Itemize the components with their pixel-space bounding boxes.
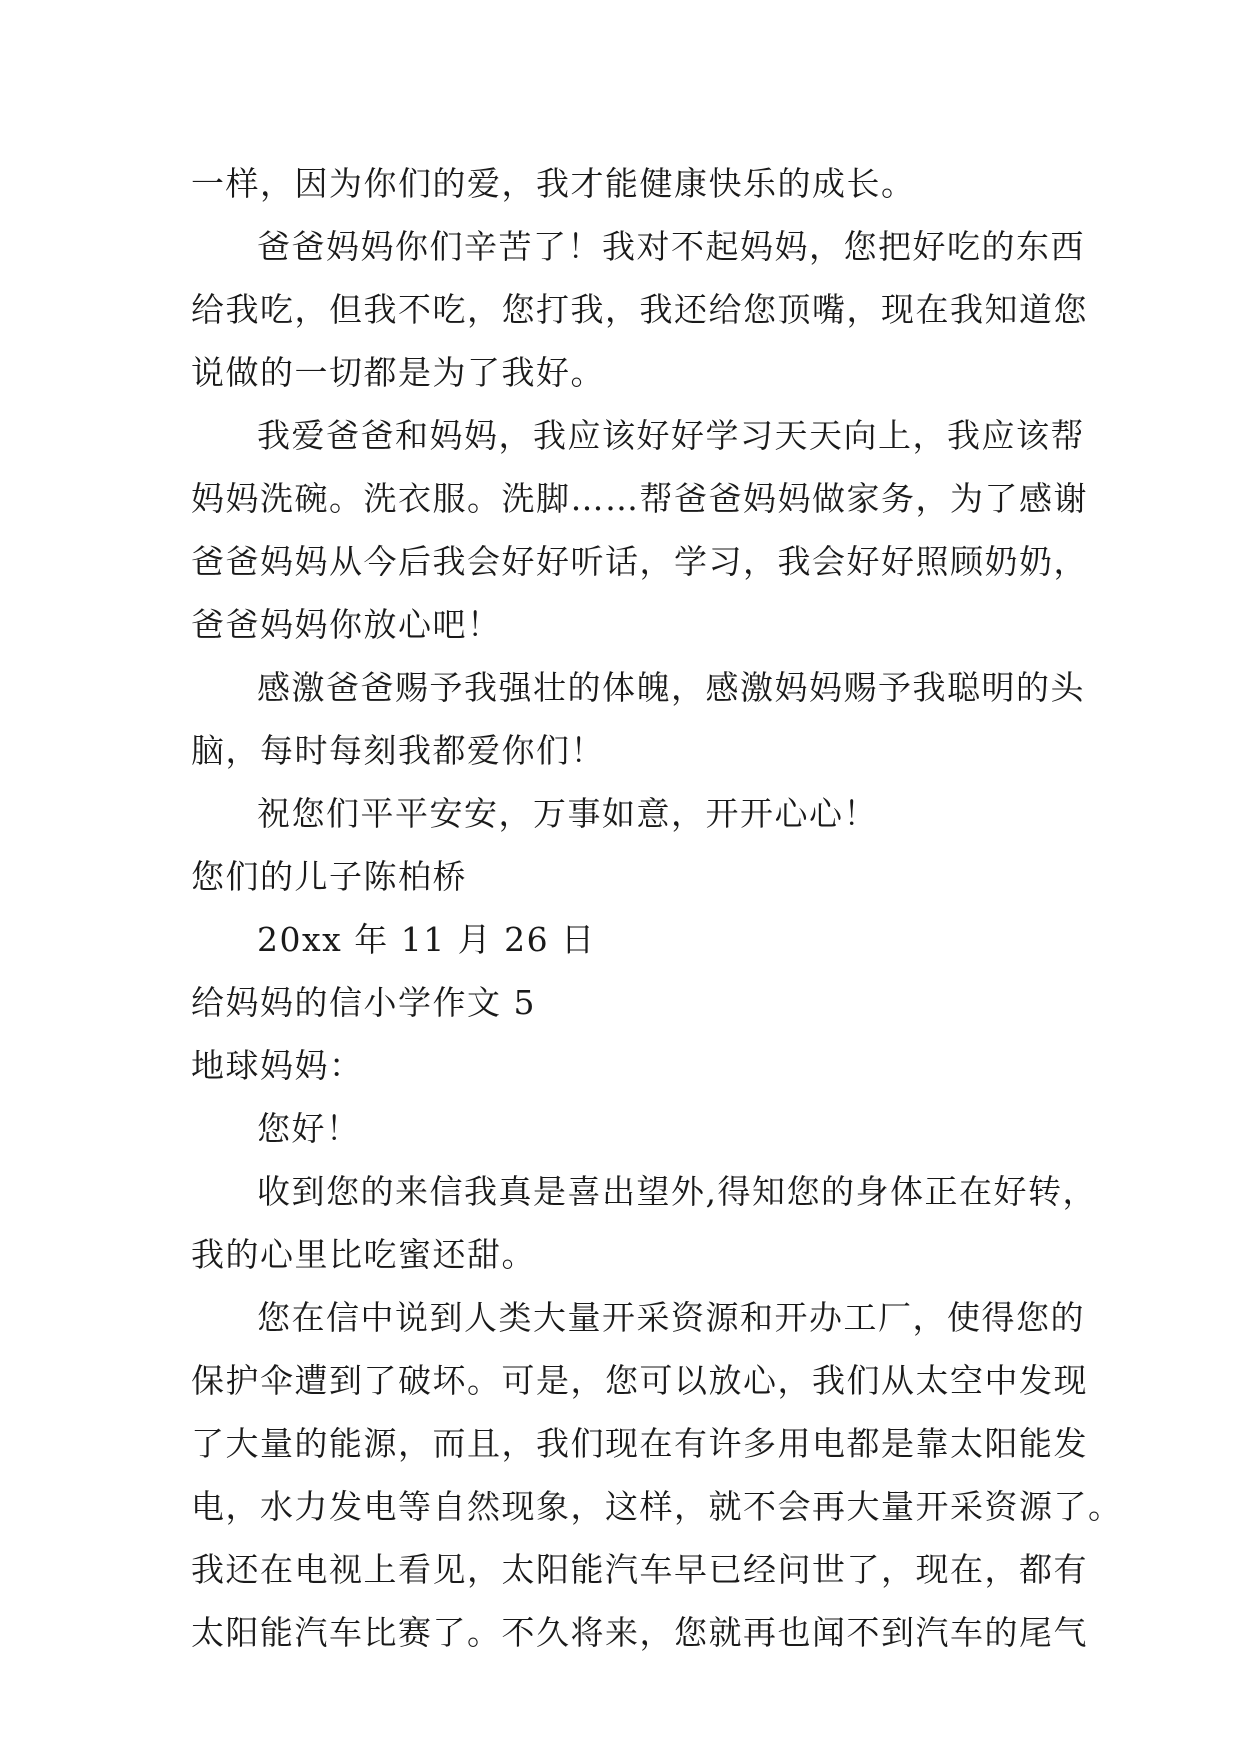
text-line: 说做的一切都是为了我好。 — [191, 353, 605, 392]
text-line: 一样，因为你们的爱，我才能健康快乐的成长。 — [191, 164, 916, 203]
text-line: 我的心里比吃蜜还甜。 — [191, 1235, 536, 1274]
text-line: 了大量的能源，而且，我们现在有许多用电都是靠太阳能发 — [191, 1424, 1088, 1463]
text-line: 脑，每时每刻我都爱你们！ — [191, 731, 605, 770]
text-line: 我爱爸爸和妈妈，我应该好好学习天天向上，我应该帮 — [257, 416, 1085, 455]
text-line: 太阳能汽车比赛了。不久将来，您就再也闻不到汽车的尾气 — [191, 1613, 1088, 1652]
text-line: 爸爸妈妈你们辛苦了！我对不起妈妈，您把好吃的东西 — [257, 227, 1085, 266]
greeting: 您好！ — [257, 1109, 361, 1148]
text-line: 妈妈洗碗。洗衣服。洗脚……帮爸爸妈妈做家务，为了感谢 — [191, 479, 1088, 518]
text-line: 收到您的来信我真是喜出望外,得知您的身体正在好转， — [257, 1172, 1097, 1211]
signature-line: 您们的儿子陈柏桥 — [191, 857, 467, 896]
date-line: 20xx 年 11 月 26 日 — [257, 920, 596, 959]
text-line: 电，水力发电等自然现象，这样，就不会再大量开采资源了。 — [191, 1487, 1123, 1526]
section-title: 给妈妈的信小学作文 5 — [191, 983, 536, 1022]
text-line: 我还在电视上看见，太阳能汽车早已经问世了，现在，都有 — [191, 1550, 1088, 1589]
salutation: 地球妈妈： — [191, 1046, 364, 1085]
text-line: 爸爸妈妈你放心吧！ — [191, 605, 502, 644]
text-line: 给我吃，但我不吃，您打我，我还给您顶嘴，现在我知道您 — [191, 290, 1088, 329]
document-body — [191, 152, 1123, 1664]
text-line: 感激爸爸赐予我强壮的体魄，感激妈妈赐予我聪明的头 — [257, 668, 1085, 707]
text-line: 保护伞遭到了破坏。可是，您可以放心，我们从太空中发现 — [191, 1361, 1088, 1400]
text-line: 您在信中说到人类大量开采资源和开办工厂，使得您的 — [257, 1298, 1085, 1337]
text-line: 祝您们平平安安，万事如意，开开心心！ — [257, 794, 878, 833]
text-line: 爸爸妈妈从今后我会好好听话，学习，我会好好照顾奶奶， — [191, 542, 1088, 581]
